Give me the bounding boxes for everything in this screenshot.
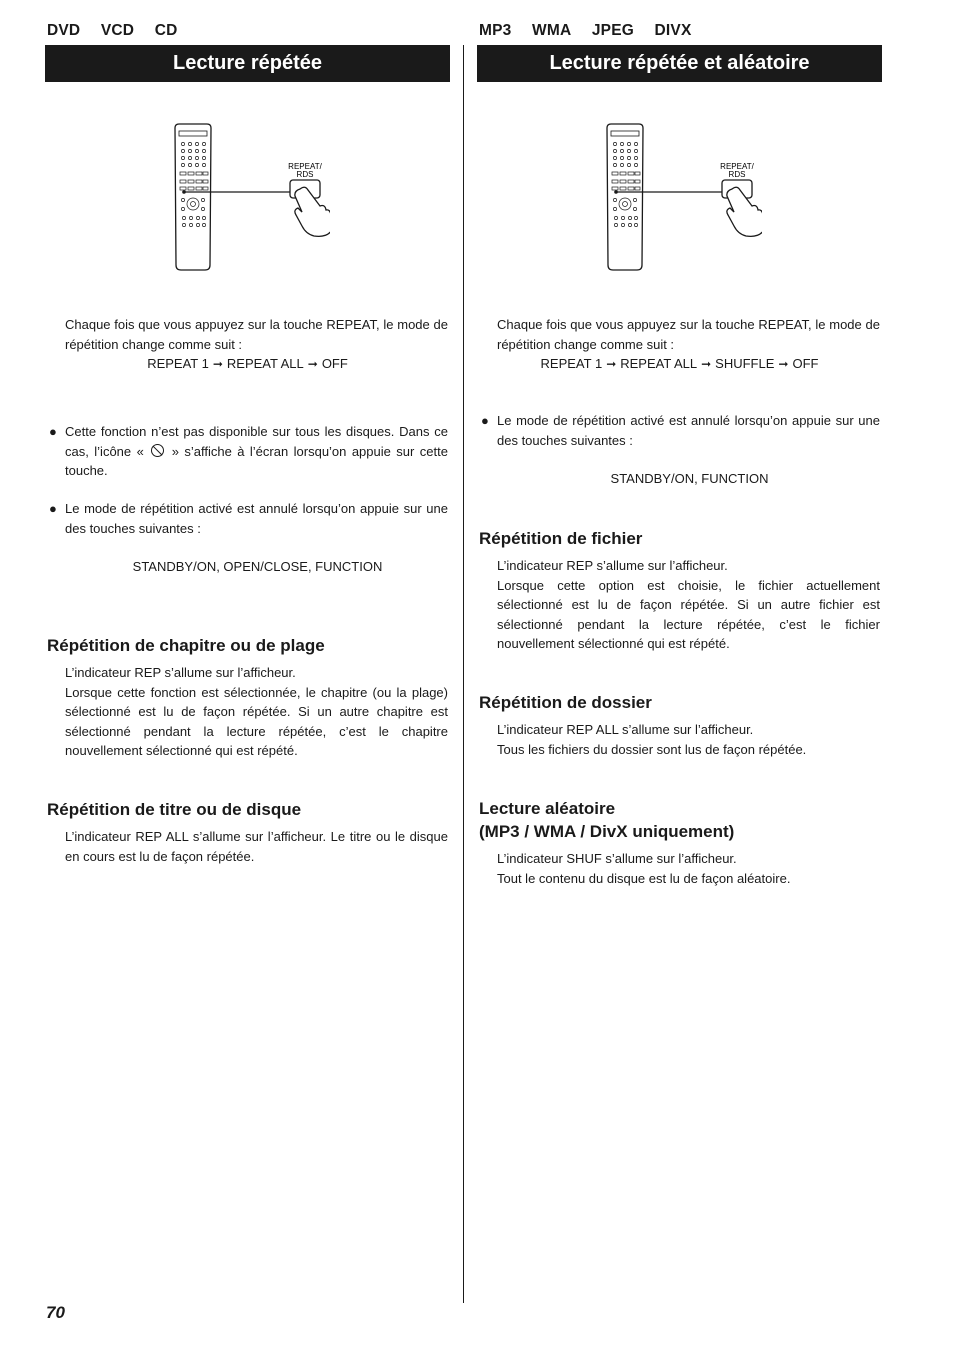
note-text: » s’affiche à l’écran lorsqu’on appuie sur cette touche. — [65, 443, 448, 478]
format-label: DIVX — [654, 22, 692, 39]
remote-control-icon — [607, 124, 643, 270]
sequence-step: OFF — [321, 356, 348, 371]
format-label: DVD — [47, 22, 81, 39]
section-heading — [479, 797, 734, 843]
sequence-step: SHUFFLE — [715, 356, 775, 371]
note-paragraph: Le mode de répétition activé est annulé lorsqu’on appuie sur une des touches suivantes : — [497, 413, 880, 448]
section-title: Lecture répétée — [45, 45, 450, 82]
section-text: L’indicateur REP ALL s’allume sur l’afficheur. Le titre ou le disque en cours est lu de façon répétée. — [65, 829, 448, 864]
remote-press-illustration — [602, 120, 762, 280]
intro-paragraph: Chaque fois que vous appuyez sur la touche REPEAT, le mode de répétition change comme suit : — [65, 317, 448, 352]
section-heading: Répétition de fichier — [479, 529, 643, 548]
prohibited-icon — [151, 444, 164, 457]
section-text — [497, 720, 880, 759]
page-number: 70 — [46, 1303, 65, 1322]
sequence-step: OFF — [792, 356, 819, 371]
column-divider — [463, 45, 464, 1303]
button-label: RDS — [296, 170, 314, 179]
format-label: WMA — [532, 22, 572, 39]
section-line: L’indicateur SHUF s’allume sur l’afficheur. — [497, 851, 737, 866]
section-line: L’indicateur REP ALL s’allume sur l’afficheur. — [497, 722, 754, 737]
section-title: Lecture répétée et aléatoire — [477, 45, 882, 82]
note-paragraph: Le mode de répétition activé est annulé lorsqu’on appuie sur une des touches suivantes : — [65, 501, 448, 536]
section-line: L’indicateur REP s’allume sur l’afficheur. — [65, 665, 296, 680]
section-line: Lorsque cette fonction est sélectionnée, le chapitre (ou la plage) sélectionné est lu de façon répétée. Si un autre chapitre est sélectionné pendant la lecture répétée, c’est le chapitre nouvellement sélectionné qui est répété. — [65, 684, 448, 758]
section-text — [497, 849, 880, 888]
section-line: Lorsque cette option est choisie, le fichier actuellement sélectionné est lu de façon répétée. Si un autre fichier est sélectionné pendant la lecture répétée, c’est le fichier nouvellement sélectionné qui est répété. — [497, 577, 880, 651]
arrow-icon: ➞ — [778, 357, 789, 371]
arrow-icon: ➞ — [212, 357, 223, 371]
repeat-sequence — [45, 354, 450, 375]
bullet-icon: ● — [49, 424, 57, 439]
repeat-sequence — [477, 354, 882, 375]
remote-press-illustration — [170, 120, 330, 280]
sequence-step: REPEAT ALL — [620, 356, 698, 371]
note-text: Cette fonction n’est pas disponible sur tous les disques. Dans ce cas, l’icône « — [65, 424, 448, 459]
format-labels — [47, 22, 193, 40]
section-heading: Répétition de titre ou de disque — [47, 800, 302, 819]
remote-control-icon — [175, 124, 211, 270]
section-line: L’indicateur REP s’allume sur l’afficheur. — [497, 558, 728, 573]
arrow-icon: ➞ — [701, 357, 712, 371]
note-paragraph — [65, 422, 448, 481]
sequence-step: REPEAT ALL — [226, 356, 304, 371]
intro-paragraph: Chaque fois que vous appuyez sur la touche REPEAT, le mode de répétition change comme suit : — [497, 317, 880, 352]
heading-line: Lecture aléatoire — [479, 799, 616, 818]
cancel-keys: STANDBY/ON, FUNCTION — [610, 471, 769, 486]
format-label: JPEG — [591, 22, 635, 39]
button-label: RDS — [728, 170, 746, 179]
arrow-icon: ➞ — [307, 357, 318, 371]
section-heading: Répétition de chapitre ou de plage — [47, 636, 325, 655]
sequence-step: REPEAT 1 — [147, 356, 209, 371]
section-line: Tous les fichiers du dossier sont lus de façon répétée. — [497, 741, 807, 757]
bullet-icon: ● — [481, 413, 489, 428]
format-label: MP3 — [479, 22, 512, 39]
heading-line: (MP3 / WMA / DivX uniquement) — [479, 822, 735, 841]
section-line: Tout le contenu du disque est lu de façon aléatoire. — [497, 870, 791, 886]
section-text — [497, 556, 880, 654]
button-label: REPEAT/ — [720, 162, 754, 171]
arrow-icon: ➞ — [606, 357, 617, 371]
cancel-keys: STANDBY/ON, OPEN/CLOSE, FUNCTION — [132, 559, 383, 574]
button-label: REPEAT/ — [288, 162, 322, 171]
sequence-step: REPEAT 1 — [540, 356, 603, 371]
section-text — [65, 663, 448, 761]
bullet-icon: ● — [49, 501, 57, 516]
section-heading: Répétition de dossier — [479, 693, 652, 712]
format-label: CD — [154, 22, 178, 39]
format-label: VCD — [100, 22, 135, 39]
format-labels — [479, 22, 708, 40]
